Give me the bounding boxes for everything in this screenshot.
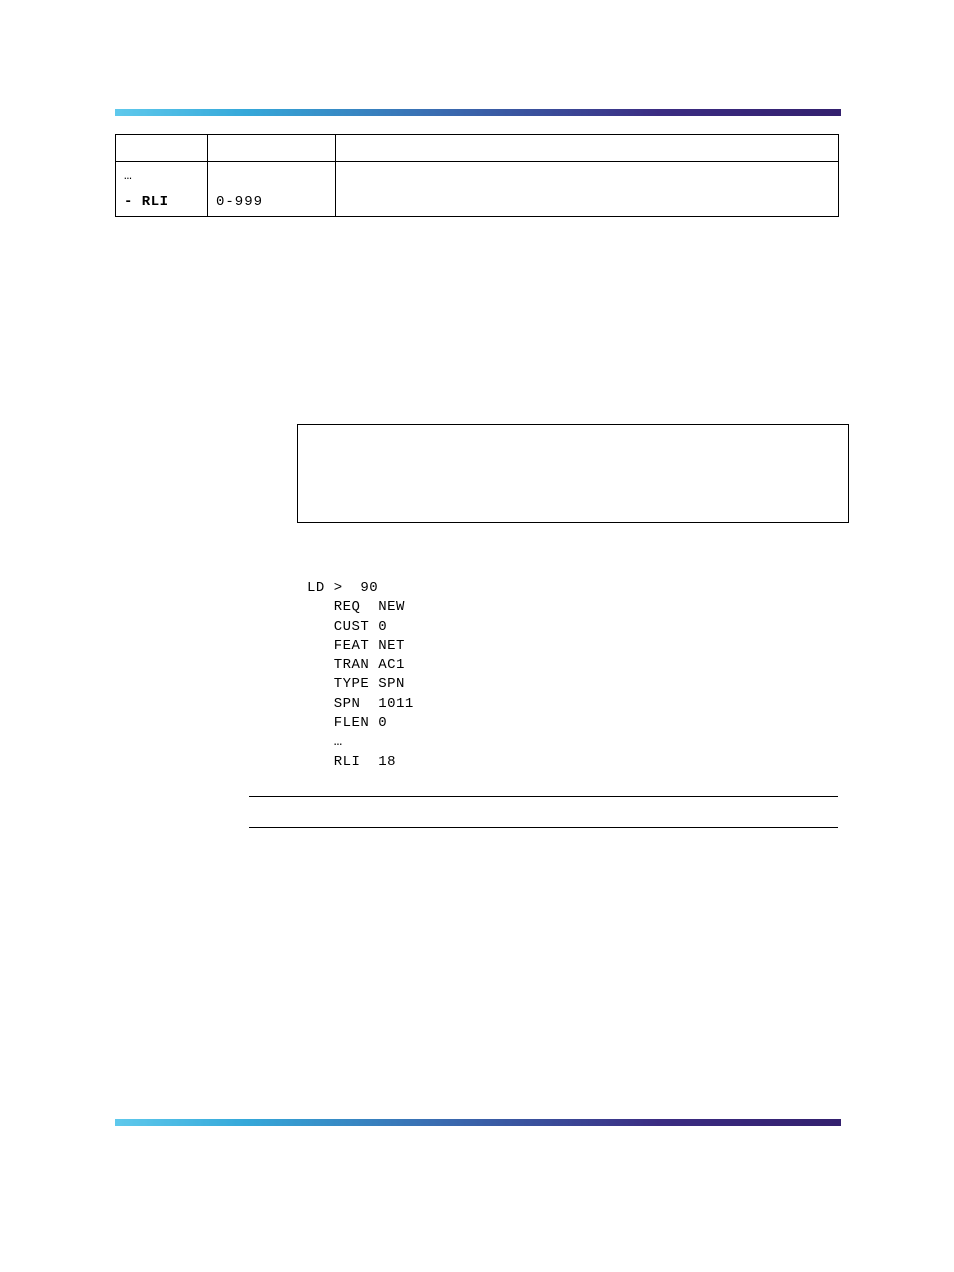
header-cell-prompt (116, 135, 208, 162)
code-line: … (307, 734, 343, 751)
header-cell-description (336, 135, 839, 162)
table-row (116, 162, 839, 217)
code-line: RLI 18 (307, 753, 397, 770)
code-line: FLEN 0 (307, 715, 388, 732)
table-header-row (116, 135, 839, 162)
code-line: REQ NEW (307, 599, 405, 616)
code-line: FEAT NET (307, 637, 405, 654)
code-line: CUST 0 (307, 618, 388, 635)
footer-gradient-bar (115, 1119, 841, 1126)
header-gradient-bar (115, 109, 841, 116)
response-cell (208, 162, 336, 217)
code-line: SPN 1011 (307, 695, 414, 712)
header-cell-response (208, 135, 336, 162)
divider-rule (249, 796, 838, 797)
code-example (307, 579, 414, 772)
parameter-table (115, 134, 839, 217)
divider-rule (249, 827, 838, 828)
code-line: TRAN AC1 (307, 657, 405, 674)
prompt-rli: - RLI (124, 194, 169, 210)
prompt-cell (116, 162, 208, 217)
code-line: LD > 90 (307, 580, 379, 596)
ellipsis-text: … (124, 168, 132, 183)
response-range: 0-999 (216, 194, 264, 210)
note-box (297, 424, 849, 523)
description-cell (336, 162, 839, 217)
code-line: TYPE SPN (307, 676, 405, 693)
